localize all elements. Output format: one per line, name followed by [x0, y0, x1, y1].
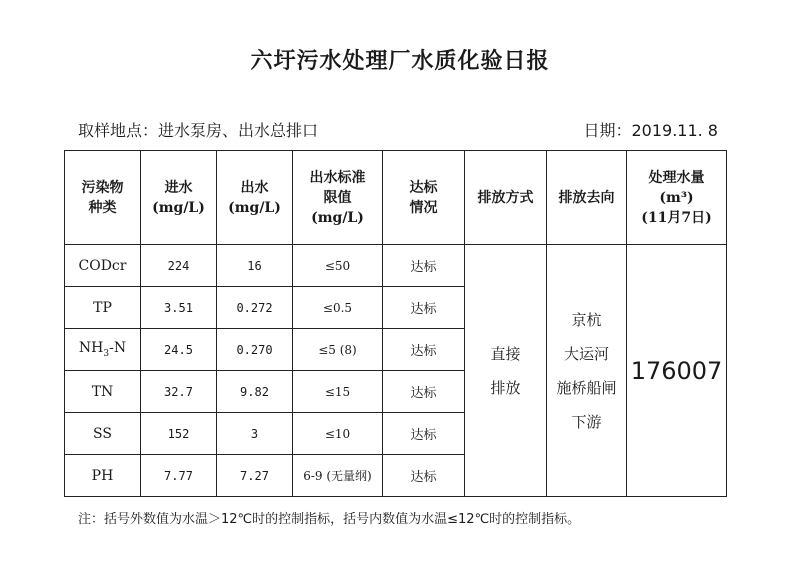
limit-value: ≤5 (8): [293, 329, 383, 371]
inflow-value: 152: [141, 413, 217, 455]
pollutant-name: TN: [65, 371, 141, 413]
limit-value: ≤10: [293, 413, 383, 455]
header-limit: 出水标准 限值 (mg/L): [293, 151, 383, 245]
page-title: 六圩污水处理厂水质化验日报: [250, 49, 550, 74]
limit-value: ≤15: [293, 371, 383, 413]
header-outflow: 出水 (mg/L): [217, 151, 293, 245]
inflow-value: 3.51: [141, 287, 217, 329]
table-header-row: [65, 151, 727, 245]
footnote: 注：括号外数值为水温＞12℃时的控制指标，括号内数值为水温≤12℃时的控制指标。: [78, 512, 581, 527]
pollutant-name: SS: [65, 413, 141, 455]
limit-value: ≤0.5: [293, 287, 383, 329]
inflow-value: 32.7: [141, 371, 217, 413]
treated-volume: 176007: [627, 245, 727, 497]
inflow-value: 224: [141, 245, 217, 287]
status-value: 达标: [383, 455, 465, 497]
pollutant-name: CODcr: [65, 245, 141, 287]
outflow-value: 7.27: [217, 455, 293, 497]
header-discharge-method: 排放方式: [465, 151, 547, 245]
water-quality-table: [64, 150, 727, 497]
outflow-value: 0.272: [217, 287, 293, 329]
status-value: 达标: [383, 371, 465, 413]
status-value: 达标: [383, 245, 465, 287]
report-date: 日期：2019.11. 8: [583, 121, 718, 140]
discharge-method-cell: 直接 排放: [465, 245, 547, 497]
header-discharge-destination: 排放去向: [547, 151, 627, 245]
header-volume: 处理水量 (m³) (11月7日): [627, 151, 727, 245]
discharge-destination-cell: 京杭 大运河 施桥船闸 下游: [547, 245, 627, 497]
outflow-value: 9.82: [217, 371, 293, 413]
pollutant-name: PH: [65, 455, 141, 497]
header-inflow: 进水 (mg/L): [141, 151, 217, 245]
outflow-value: 16: [217, 245, 293, 287]
limit-value: ≤50: [293, 245, 383, 287]
outflow-value: 3: [217, 413, 293, 455]
sampling-location: 取样地点：进水泵房、出水总排口: [78, 121, 319, 140]
inflow-value: 7.77: [141, 455, 217, 497]
header-pollutant: 污染物 种类: [65, 151, 141, 245]
header-status: 达标 情况: [383, 151, 465, 245]
table-row: [65, 245, 727, 287]
status-value: 达标: [383, 287, 465, 329]
status-value: 达标: [383, 329, 465, 371]
pollutant-name: TP: [65, 287, 141, 329]
outflow-value: 0.270: [217, 329, 293, 371]
inflow-value: 24.5: [141, 329, 217, 371]
limit-value: 6-9 (无量纲): [293, 455, 383, 497]
pollutant-name: $NH_3-N$: [65, 329, 141, 371]
status-value: 达标: [383, 413, 465, 455]
